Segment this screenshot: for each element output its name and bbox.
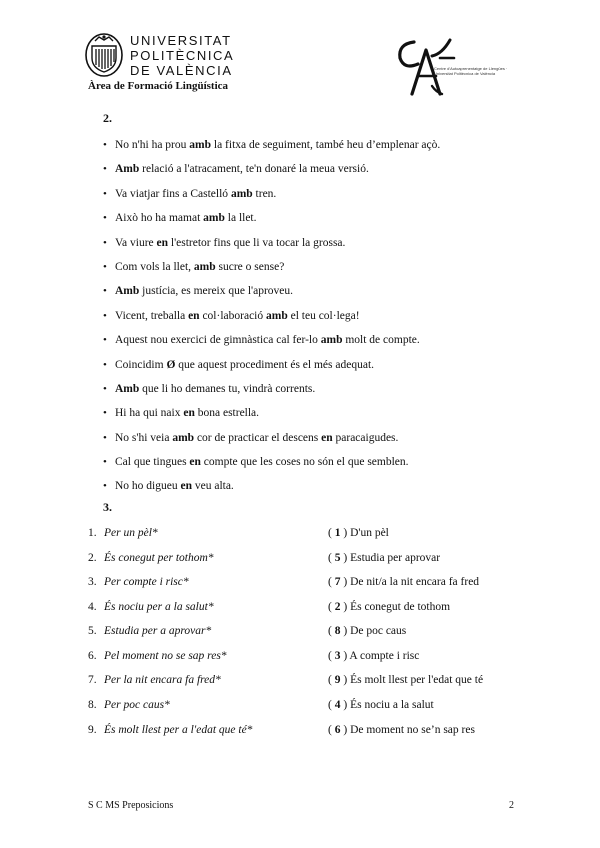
area-title: Àrea de Formació Lingüística	[88, 80, 229, 92]
match-answer-number: 3	[334, 649, 341, 662]
preposition-answer: amb	[320, 334, 343, 347]
bullet-icon: •	[103, 358, 107, 371]
incorrect-expression: Per poc caus*	[104, 698, 170, 711]
correct-expression-text: És nociu a la salut	[350, 698, 434, 711]
row-number: 3.	[88, 576, 97, 588]
sentence-text: justícia, es mereix que l'aproveu.	[139, 285, 294, 298]
row-number: 9.	[88, 724, 97, 736]
preposition-answer: amb	[230, 187, 253, 200]
list-item	[103, 353, 523, 377]
incorrect-expression: Per la nit encara fa fred*	[104, 674, 221, 686]
match-row	[88, 668, 518, 693]
correct-expression: ( 4 ) És nociu a la salut	[328, 698, 434, 711]
sentence-text: Com vols la llet,	[115, 260, 194, 273]
match-answer-number: 1	[334, 527, 341, 539]
sentence-text: No s'hi veia	[115, 431, 173, 444]
incorrect-expression: És conegut per tothom*	[104, 551, 214, 564]
match-row	[88, 619, 518, 644]
sentence-text: cor de practicar el descens	[194, 431, 322, 444]
bullet-icon: •	[103, 212, 107, 225]
section-3-heading: 3.	[103, 500, 112, 514]
university-name-line-2: POLITÈCNICA	[130, 48, 235, 63]
correct-expression: ( 7 ) De nit/a la nit encara fa fred	[328, 576, 480, 588]
list-item	[103, 377, 523, 401]
incorrect-expression: Pel moment no se sap res*	[104, 649, 227, 662]
correct-expression-text: A compte i risc	[349, 649, 420, 662]
list-item	[103, 206, 523, 230]
row-number: 1.	[88, 527, 97, 539]
bullet-icon: •	[103, 236, 107, 249]
row-number: 2.	[88, 551, 97, 564]
sentence-text: sucre o sense?	[215, 260, 285, 273]
sentence-text: el teu col·lega!	[287, 309, 360, 322]
match-row	[88, 693, 518, 718]
sentence-text: que li ho demanes tu, vindrà corrents.	[139, 382, 316, 395]
match-row	[88, 644, 518, 669]
sentence-text: No ho digueu	[115, 480, 181, 493]
incorrect-expression: Estudia per a aprovar*	[104, 625, 212, 637]
match-answer-number: 6	[334, 724, 341, 736]
preposition-answer: en	[189, 456, 201, 469]
university-name-line-1: UNIVERSITAT	[130, 33, 232, 48]
correct-expression-text: D'un pèl	[350, 527, 389, 539]
incorrect-expression: Per un pèl*	[104, 527, 158, 539]
sentence-text: la llet.	[224, 212, 257, 225]
correct-expression-text: Estudia per aprovar	[350, 551, 441, 564]
footer-document-title: S C MS Preposicions	[88, 800, 174, 811]
sentence-text: la fitxa de seguiment, també heu d’emplenar açò.	[211, 139, 441, 151]
correct-expression-text: De poc caus	[350, 625, 407, 637]
bullet-icon: •	[103, 309, 107, 322]
sentence-text: relació a l'atracament, te'n donaré la meua versió.	[139, 163, 369, 176]
correct-expression: ( 8 ) De poc caus	[328, 625, 407, 637]
preposition-answer: amb	[193, 260, 216, 273]
bullet-icon: •	[103, 334, 107, 347]
correct-expression: ( 1 ) D'un pèl	[328, 527, 389, 539]
preposition-answer: Amb	[115, 285, 140, 298]
bullet-icon: •	[103, 187, 107, 200]
preposition-answer: Amb	[115, 382, 140, 395]
sentence-text: Vicent, treballa	[115, 309, 189, 322]
bullet-icon: •	[103, 431, 107, 444]
correct-expression: ( 6 ) De moment no se’n sap res	[328, 724, 475, 736]
sentence-text: bona estrella.	[194, 407, 260, 420]
incorrect-expression: És molt llest per a l'edat que té*	[104, 724, 253, 736]
sentence-text: Hi ha qui naix	[115, 407, 184, 420]
preposition-answer: en	[321, 431, 333, 444]
list-item	[103, 157, 523, 181]
row-number: 5.	[88, 625, 97, 637]
list-item	[103, 426, 523, 450]
correct-expression: ( 9 ) És molt llest per l'edat que té	[328, 674, 484, 686]
match-answer-number: 8	[334, 625, 341, 637]
list-item	[103, 133, 523, 157]
correct-expression-text: De moment no se’n sap res	[350, 724, 475, 736]
sentence-text: Coincidim	[115, 358, 167, 371]
row-number: 8.	[88, 698, 97, 711]
university-name-line-3: DE VALÈNCIA	[130, 63, 233, 78]
list-item	[103, 401, 523, 425]
footer-page-number: 2	[509, 800, 514, 811]
bullet-icon: •	[103, 407, 107, 420]
section-2-bullet-list	[103, 133, 523, 499]
match-row	[88, 521, 518, 546]
row-number: 6.	[88, 649, 97, 662]
sentence-text: Va viatjar fins a Castelló	[115, 187, 231, 200]
bullet-icon: •	[103, 260, 107, 273]
match-answer-number: 7	[334, 576, 341, 588]
section-2-heading: 2.	[103, 111, 112, 125]
section-3-matching-list	[88, 521, 518, 744]
sentence-text: que aquest procediment és el més adequat.	[175, 358, 375, 371]
preposition-answer: en	[156, 236, 169, 249]
match-row	[88, 570, 518, 595]
preposition-answer: en	[188, 309, 200, 322]
sentence-text: paracaigudes.	[332, 431, 399, 444]
preposition-answer: amb	[189, 139, 211, 151]
correct-expression-text: De nit/a la nit encara fa fred	[350, 576, 480, 588]
row-number: 7.	[88, 674, 97, 686]
incorrect-expression: És nociu per a la salut*	[104, 600, 214, 613]
preposition-answer: Ø	[166, 358, 176, 371]
match-answer-number: 4	[334, 698, 341, 711]
sentence-text: veu alta.	[191, 480, 234, 493]
match-answer-number: 2	[334, 600, 341, 613]
incorrect-expression: Per compte i risc*	[104, 576, 189, 588]
bullet-icon: •	[103, 285, 107, 298]
match-row	[88, 595, 518, 620]
bullet-icon: •	[103, 382, 107, 395]
bullet-icon: •	[103, 480, 107, 493]
preposition-answer: Amb	[115, 163, 140, 176]
match-answer-number: 5	[334, 551, 341, 564]
list-item	[103, 182, 523, 206]
row-number: 4.	[88, 600, 97, 613]
bullet-icon: •	[103, 163, 107, 176]
match-answer-number: 9	[334, 674, 341, 686]
preposition-answer: en	[180, 480, 192, 493]
correct-expression-text: És molt llest per l'edat que té	[350, 674, 484, 686]
list-item	[103, 255, 523, 279]
sentence-text: Això ho ha mamat	[115, 212, 204, 225]
caf-logo-text: Centre d'Autoaprenentatge de Llengües · Universitat Politècnica de València	[434, 66, 508, 76]
correct-expression: ( 3 ) A compte i risc	[328, 649, 420, 662]
bullet-icon: •	[103, 139, 107, 151]
sentence-text: Va viure	[115, 236, 157, 249]
bullet-icon: •	[103, 456, 107, 469]
sentence-text: l'estretor fins que li va tocar la grossa.	[168, 236, 346, 249]
sentence-text: tren.	[252, 187, 277, 200]
sentence-text: Aquest nou exercici de gimnàstica cal fer-lo	[115, 334, 321, 347]
sentence-text: No n'hi ha prou	[115, 139, 190, 151]
list-item	[103, 474, 523, 498]
correct-expression-text: És conegut de tothom	[350, 600, 451, 613]
list-item	[103, 450, 523, 474]
preposition-answer: amb	[203, 212, 225, 225]
upv-crest-icon	[84, 32, 124, 78]
sentence-text: col·laboració	[199, 309, 266, 322]
list-item	[103, 328, 523, 352]
preposition-answer: amb	[172, 431, 195, 444]
correct-expression: ( 2 ) És conegut de tothom	[328, 600, 451, 613]
list-item	[103, 279, 523, 303]
preposition-answer: amb	[266, 309, 288, 322]
upv-logo	[84, 32, 234, 80]
sentence-text: Cal que tingues	[115, 456, 190, 469]
sentence-text: molt de compte.	[342, 334, 420, 347]
preposition-answer: en	[183, 407, 195, 420]
list-item	[103, 304, 523, 328]
match-row	[88, 717, 518, 744]
list-item	[103, 231, 523, 255]
match-row	[88, 546, 518, 571]
correct-expression: ( 5 ) Estudia per aprovar	[328, 551, 441, 564]
sentence-text: compte que les coses no són el que semblen.	[200, 456, 409, 469]
